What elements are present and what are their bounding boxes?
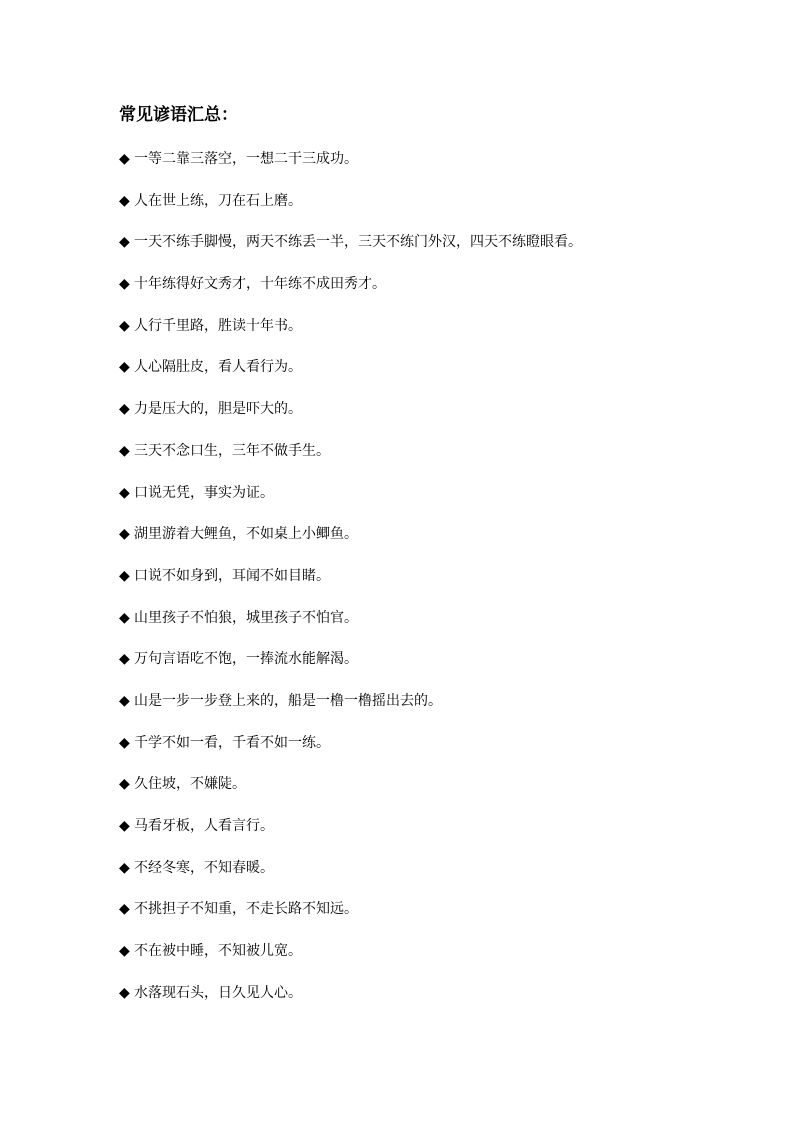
diamond-bullet-icon: ◆ [119,984,130,1001]
diamond-bullet-icon: ◆ [119,776,130,793]
diamond-bullet-icon: ◆ [119,734,130,751]
list-item [119,356,779,398]
list-item [119,898,779,940]
diamond-bullet-icon: ◆ [119,943,130,960]
list-item [119,565,779,607]
list-item [119,148,779,190]
list-item [119,773,779,815]
diamond-bullet-icon: ◆ [119,151,130,167]
list-item [119,398,779,440]
proverb-text: 一天不练手脚慢，两天不练丢一半，三天不练门外汉，四天不练瞪眼看。 [134,234,582,251]
list-item [119,523,779,565]
diamond-bullet-icon: ◆ [119,692,130,709]
list-item [119,648,779,690]
proverb-text: 水落现石头，日久见人心。 [134,984,302,1001]
diamond-bullet-icon: ◆ [119,526,130,543]
proverb-text: 口说无凭，事实为证。 [134,484,274,501]
proverb-text: 人行千里路，胜读十年书。 [134,317,302,334]
diamond-bullet-icon: ◆ [119,192,130,209]
proverb-text: 力是压大的，胆是吓大的。 [134,401,302,418]
diamond-bullet-icon: ◆ [119,359,130,376]
proverb-text: 不经冬寒，不知春暖。 [134,859,274,876]
proverb-text: 马看牙板，人看言行。 [134,818,274,834]
diamond-bullet-icon: ◆ [119,901,130,918]
proverb-text: 人心隔肚皮，看人看行为。 [134,359,302,376]
diamond-bullet-icon: ◆ [119,234,130,251]
proverb-text: 一等二靠三落空，一想二干三成功。 [134,151,358,167]
proverb-text: 十年练得好文秀才，十年练不成田秀才。 [134,276,386,293]
diamond-bullet-icon: ◆ [119,276,130,293]
diamond-bullet-icon: ◆ [119,442,130,459]
proverb-text: 千学不如一看，千看不如一练。 [134,734,330,751]
diamond-bullet-icon: ◆ [119,484,130,501]
proverb-list [119,148,779,1023]
list-item [119,857,779,899]
diamond-bullet-icon: ◆ [119,859,130,876]
list-item [119,315,779,357]
proverb-text: 三天不念口生，三年不做手生。 [134,442,330,459]
list-item [119,231,779,273]
list-item [119,940,779,982]
proverb-text: 湖里游着大鲤鱼，不如桌上小鲫鱼。 [134,526,358,543]
list-item [119,607,779,649]
proverb-text: 不挑担子不知重，不走长路不知远。 [134,901,358,918]
proverb-text: 口说不如身到，耳闻不如目睹。 [134,567,330,584]
proverb-text: 人在世上练，刀在石上磨。 [134,192,302,209]
list-item [119,273,779,315]
list-item [119,190,779,232]
proverb-text: 久住坡，不嫌陡。 [134,776,246,793]
page-title: 常见谚语汇总： [119,105,238,125]
diamond-bullet-icon: ◆ [119,401,130,418]
diamond-bullet-icon: ◆ [119,818,130,834]
proverb-text: 山是一步一步登上来的，船是一橹一橹摇出去的。 [134,692,442,709]
list-item [119,690,779,732]
list-item [119,982,779,1024]
proverb-text: 万句言语吃不饱，一捧流水能解渴。 [134,651,358,668]
proverb-text: 山里孩子不怕狼，城里孩子不怕官。 [134,609,358,626]
list-item [119,482,779,524]
proverb-text: 不在被中睡，不知被儿宽。 [134,943,302,960]
list-item [119,732,779,774]
diamond-bullet-icon: ◆ [119,317,130,334]
diamond-bullet-icon: ◆ [119,651,130,668]
list-item [119,440,779,482]
diamond-bullet-icon: ◆ [119,567,130,584]
list-item [119,815,779,857]
diamond-bullet-icon: ◆ [119,609,130,626]
